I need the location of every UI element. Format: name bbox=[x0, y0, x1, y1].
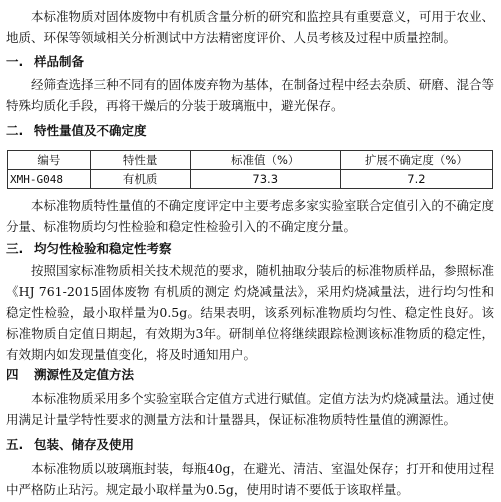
section-4-heading bbox=[6, 366, 134, 384]
cell-property: 有机质 bbox=[90, 170, 190, 189]
table-header-row bbox=[8, 151, 493, 170]
section-3-heading bbox=[6, 240, 172, 258]
section-3-title: 均匀性检验和稳定性考察 bbox=[34, 241, 172, 256]
section-5-heading bbox=[6, 436, 134, 454]
table-note-paragraph: 本标准物质特性量值的不确定度评定中主要考虑多家实验室联合定值引入的不确定度分量、标准物质均匀性检验和稳定性检验引入的不确定度分量。 bbox=[6, 198, 494, 234]
section-1-number: 一. bbox=[6, 54, 24, 69]
section-2-title: 特性量值及不确定度 bbox=[34, 123, 147, 138]
section-4-number: 四 bbox=[6, 367, 19, 382]
property-value-table bbox=[7, 150, 493, 189]
header-value: 标准值（%） bbox=[190, 151, 340, 170]
section-1-heading bbox=[6, 53, 84, 71]
section-3-body: 按照国家标准物质相关技术规范的要求，随机抽取分装后的标准物质样品，参照标准《HJ 761-2015固体废物 有机质的测定 灼烧减量法》，采用灼烧减量法，进行均匀性和稳定性检验，最小取样量为0.5g。结果表明，该系列标准物质均匀性、稳定性良好。该标准物质自定值日期起，有效期为3年。研制单位将继续跟踪检测该标准物质的稳定性，有效期内如发现量值变化，将及时通知用户。 bbox=[6, 263, 494, 362]
header-property: 特性量 bbox=[90, 151, 190, 170]
section-5-title: 包装、储存及使用 bbox=[34, 437, 135, 452]
cell-code: XMH-G048 bbox=[8, 170, 91, 189]
header-uncertainty: 扩展不确定度（%） bbox=[340, 151, 492, 170]
section-4-body: 本标准物质采用多个实验室联合定值方式进行赋值。定值方法为灼烧减量法。通过使用满足计量学特性要求的测量方法和计量器具，保证标准物质特性量值的溯源性。 bbox=[6, 391, 494, 427]
cell-value: 73.3 bbox=[190, 170, 340, 189]
header-code: 编号 bbox=[8, 151, 91, 170]
cell-uncertainty: 7.2 bbox=[340, 170, 492, 189]
intro-paragraph: 本标准物质对固体废物中有机质含量分析的研究和监控具有重要意义，可用于农业、地质、环保等领域相关分析测试中方法精密度评价、人员考核及过程中质量控制。 bbox=[6, 9, 494, 45]
section-5-body: 本标准物质以玻璃瓶封装，每瓶40g，在避光、清洁、室温处保存；打开和使用过程中严格防止玷污。规定最小取样量为0.5g，使用时请不要低于该取样量。 bbox=[6, 461, 494, 497]
section-2-number: 二. bbox=[6, 123, 24, 138]
section-3-number: 三. bbox=[6, 241, 24, 256]
section-2-heading bbox=[6, 122, 147, 140]
section-5-number: 五. bbox=[6, 437, 24, 452]
table-row bbox=[8, 170, 493, 189]
section-1-body: 经筛查选择三种不同有的固体废弃物为基体，在制备过程中经去杂质、研磨、混合等特殊均质化手段，再将干燥后的分装于玻璃瓶中，避光保存。 bbox=[6, 77, 494, 113]
section-4-title: 溯源性及定值方法 bbox=[34, 367, 135, 382]
section-1-title: 样品制备 bbox=[34, 54, 85, 69]
